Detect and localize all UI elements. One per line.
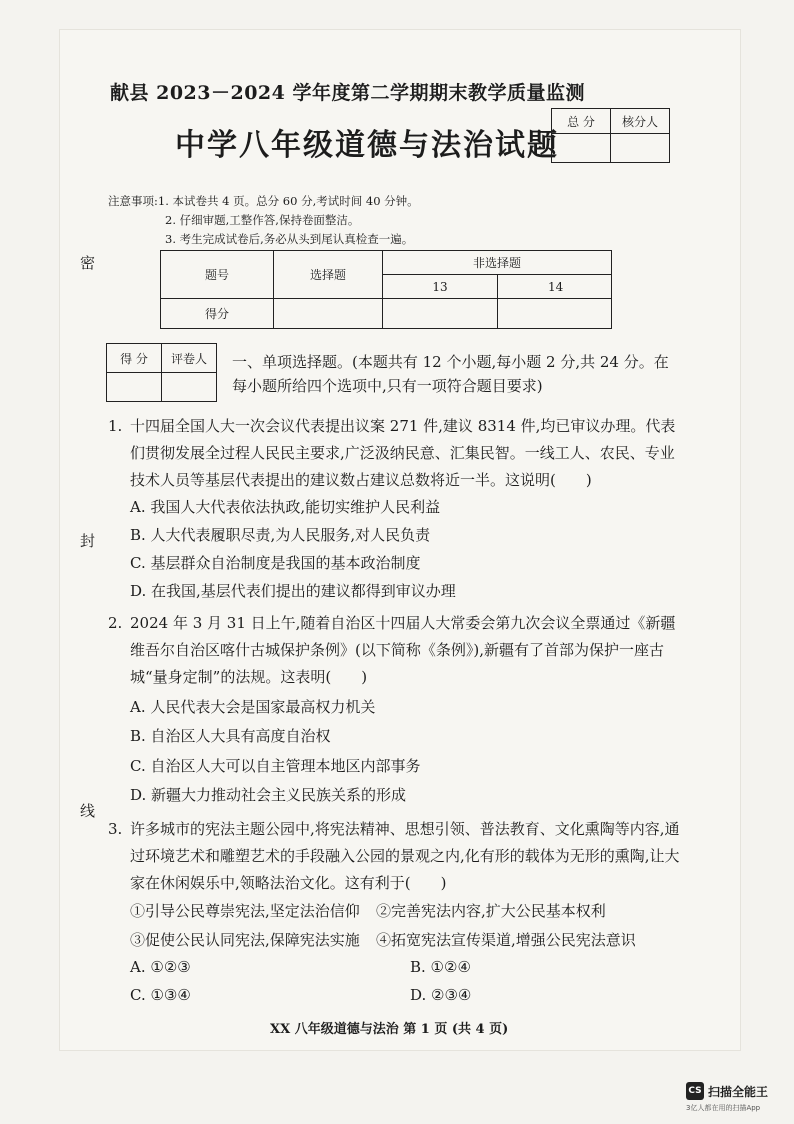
option-c: C. ①③④ [130,986,191,1004]
total-score-label: 总 分 [552,109,611,134]
exam-subtitle: 中学八年级道德与法治试题 [175,128,559,163]
statement-4: ④拓宽宪法宣传渠道,增强公民宪法意识 [376,931,636,949]
reviewer-label: 核分人 [611,109,670,134]
score-table-choice: 选择题 [274,251,383,299]
question-1 [108,413,680,494]
question-stem: 许多城市的宪法主题公园中,将宪法精神、思想引领、普法教育、文化熏陶等内容,通过环境艺术和雕塑艺术的手段融入公园的景观之内,化有形的载体为无形的熏陶,让大家在休闲娱乐中,领略法治文化。这有利于( ) [130,820,680,892]
question-stem: 十四届全国人大一次会议代表提出议案 271 件,建议 8314 件,均已审议办理。代表们贯彻发展全过程人民民主要求,广泛汲纳民意、汇集民智。一线工人、农民、专业技术人员等基层代表提出的建议数占建议总数将近一半。这说明( ) [130,417,676,489]
note-line: 注意事项:1. 本试卷共 4 页。总分 60 分,考试时间 40 分钟。 [108,194,419,208]
option-c: C. 自治区人大可以自主管理本地区内部事务 [130,757,421,775]
binding-mi: 密 [80,254,96,272]
total-score-cell [552,134,611,163]
grade-score-label: 得 分 [107,344,162,373]
grade-grader-label: 评卷人 [162,344,217,373]
statement-1: ①引导公民尊崇宪法,坚定法治信仰 [130,902,360,920]
exam-notes [108,192,419,249]
score-table-q13: 13 [383,275,498,299]
section-grade-box [106,343,217,402]
option-c: C. 基层群众自治制度是我国的基本政治制度 [130,554,421,572]
statement-3: ③促使公民认同宪法,保障宪法实施 [130,931,360,949]
question-stem: 2024 年 3 月 31 日上午,随着自治区十四届人大常委会第九次会议全票通过《新疆维吾尔自治区喀什古城保护条例》(以下简称《条例》),新疆有了首部为保护一座古城“量身定制”的法规。这表明( ) [130,614,676,686]
section-heading: 一、单项选择题。(本题共有 12 个小题,每小题 2 分,共 24 分。在每小题所给四个选项中,只有一项符合题目要求) [232,353,669,395]
score-table-score: 得分 [161,299,274,329]
score-cell [383,299,498,329]
exam-title: 献县 2023－2024 学年度第二学期期末教学质量监测 [110,82,585,104]
option-d: D. 新疆大力推动社会主义民族关系的形成 [130,786,407,804]
score-table-qnum: 题号 [161,251,274,299]
note-line: 2. 仔细审题,工整作答,保持卷面整洁。 [165,213,360,227]
option-d: D. ②③④ [410,986,472,1004]
option-b: B. ①②④ [410,958,471,976]
cs-logo-icon: CS [686,1082,704,1100]
statement-2: ②完善宪法内容,扩大公民基本权利 [376,902,606,920]
binding-feng: 封 [80,532,96,550]
total-score-box [551,108,670,163]
score-table-nonchoice: 非选择题 [383,251,612,275]
score-table-q14: 14 [498,275,612,299]
camscanner-logo [686,1082,768,1100]
question-3 [108,816,680,897]
option-b: B. 自治区人大具有高度自治权 [130,727,331,745]
logo-tagline: 3亿人都在用的扫描App [686,1104,761,1112]
grade-score-cell [107,373,162,402]
option-b: B. 人大代表履职尽责,为人民服务,对人民负责 [130,526,431,544]
score-cell [498,299,612,329]
question-number: 2. [108,614,123,632]
score-cell [274,299,383,329]
logo-name: 扫描全能王 [708,1084,769,1099]
question-2 [108,610,680,691]
option-a: A. 我国人大代表依法执政,能切实维护人民利益 [130,498,441,516]
page-footer: XX 八年级道德与法治 第 1 页 (共 4 页) [270,1022,509,1037]
score-table [160,250,612,329]
question-number: 3. [108,820,123,838]
option-d: D. 在我国,基层代表们提出的建议都得到审议办理 [130,582,456,600]
reviewer-cell [611,134,670,163]
grade-grader-cell [162,373,217,402]
question-number: 1. [108,417,123,435]
option-a: A. 人民代表大会是国家最高权力机关 [130,698,376,716]
note-line: 3. 考生完成试卷后,务必从头到尾认真检查一遍。 [165,232,414,246]
binding-xian: 线 [80,802,96,820]
option-a: A. ①②③ [130,958,191,976]
